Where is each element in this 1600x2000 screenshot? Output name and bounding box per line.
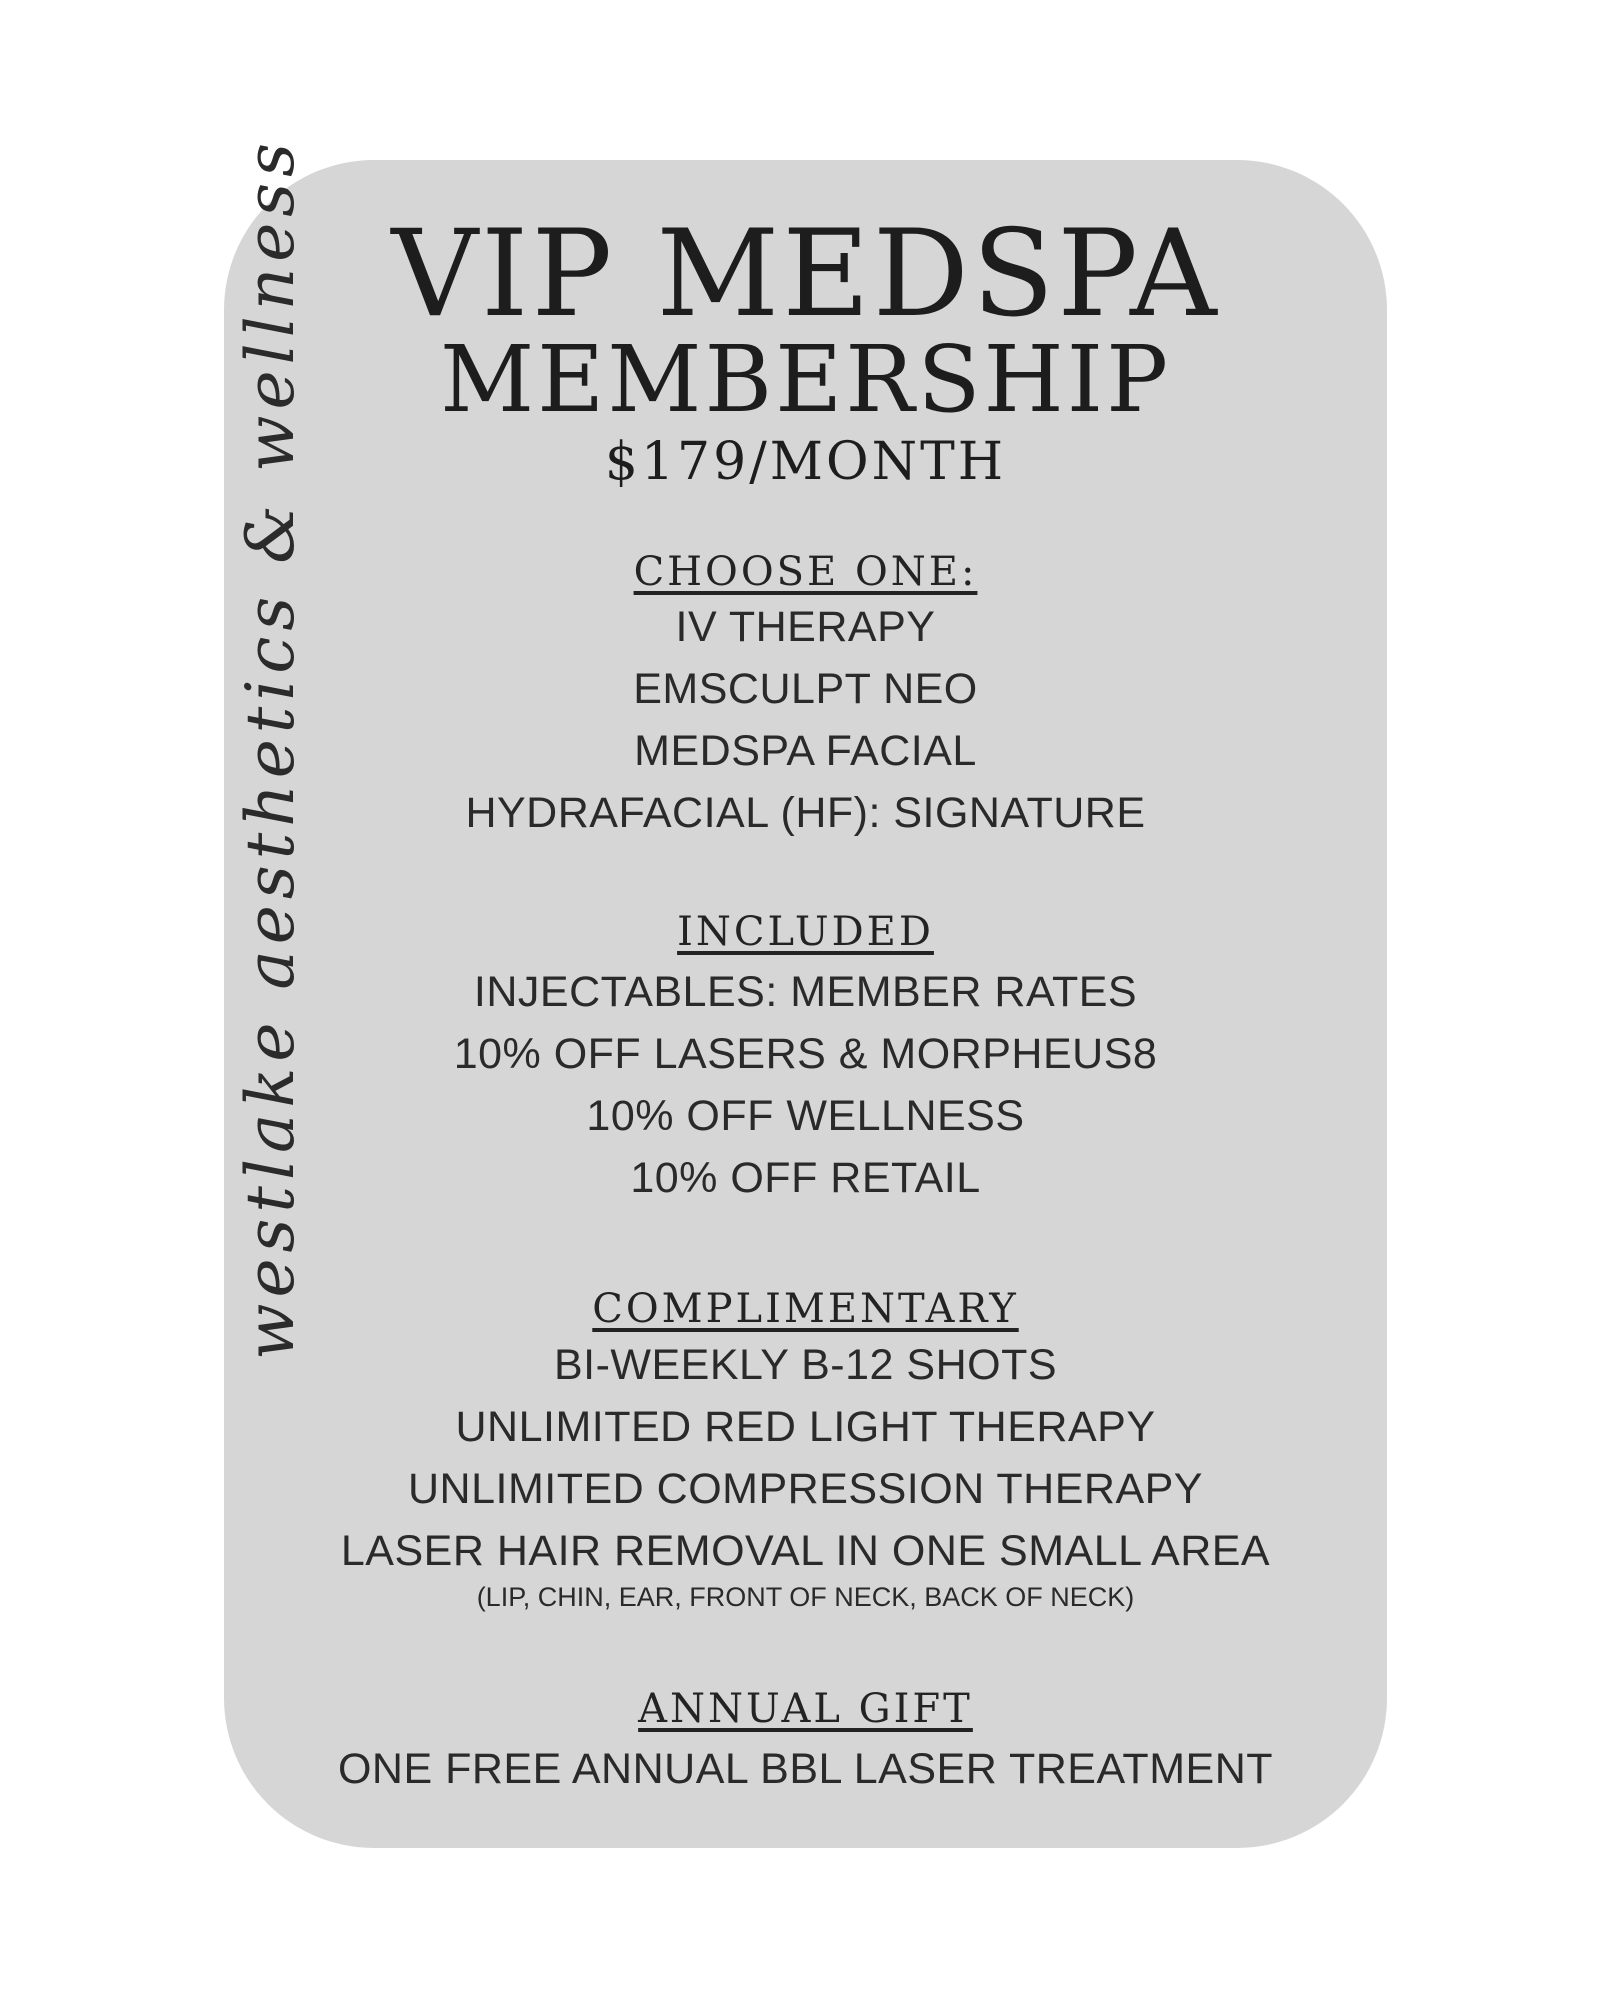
title-line-2: MEMBERSHIP <box>439 326 1172 433</box>
complimentary-note: (LIP, CHIN, EAR, FRONT OF NECK, BACK OF NECK) <box>476 1582 1135 1612</box>
choose-item: MEDSPA FACIAL <box>634 727 977 775</box>
included-item: 10% OFF WELLNESS <box>586 1092 1025 1140</box>
choose-item: HYDRAFACIAL (HF): SIGNATURE <box>465 789 1146 837</box>
included-item: 10% OFF RETAIL <box>630 1154 981 1202</box>
annual-gift-heading: ANNUAL GIFT <box>638 1686 973 1732</box>
title-line-1: VIP MEDSPA <box>391 205 1220 344</box>
included-item: INJECTABLES: MEMBER RATES <box>473 968 1138 1016</box>
annual-gift-item: ONE FREE ANNUAL BBL LASER TREATMENT <box>337 1745 1274 1793</box>
price: $179/MONTH <box>604 432 1007 492</box>
choose-heading: CHOOSE ONE: <box>633 549 978 595</box>
complimentary-item: UNLIMITED COMPRESSION THERAPY <box>408 1465 1203 1513</box>
choose-item: EMSCULPT NEO <box>633 665 978 713</box>
complimentary-item: BI-WEEKLY B-12 SHOTS <box>553 1341 1058 1389</box>
included-item: 10% OFF LASERS & MORPHEUS8 <box>453 1030 1158 1078</box>
included-heading: INCLUDED <box>677 909 934 955</box>
complimentary-item: LASER HAIR REMOVAL IN ONE SMALL AREA <box>340 1527 1271 1575</box>
complimentary-heading: COMPLIMENTARY <box>592 1286 1019 1332</box>
choose-item: IV THERAPY <box>675 603 936 651</box>
complimentary-item: UNLIMITED RED LIGHT THERAPY <box>455 1403 1156 1451</box>
brand-script-text: westlake aesthetics & wellness <box>232 136 309 1360</box>
